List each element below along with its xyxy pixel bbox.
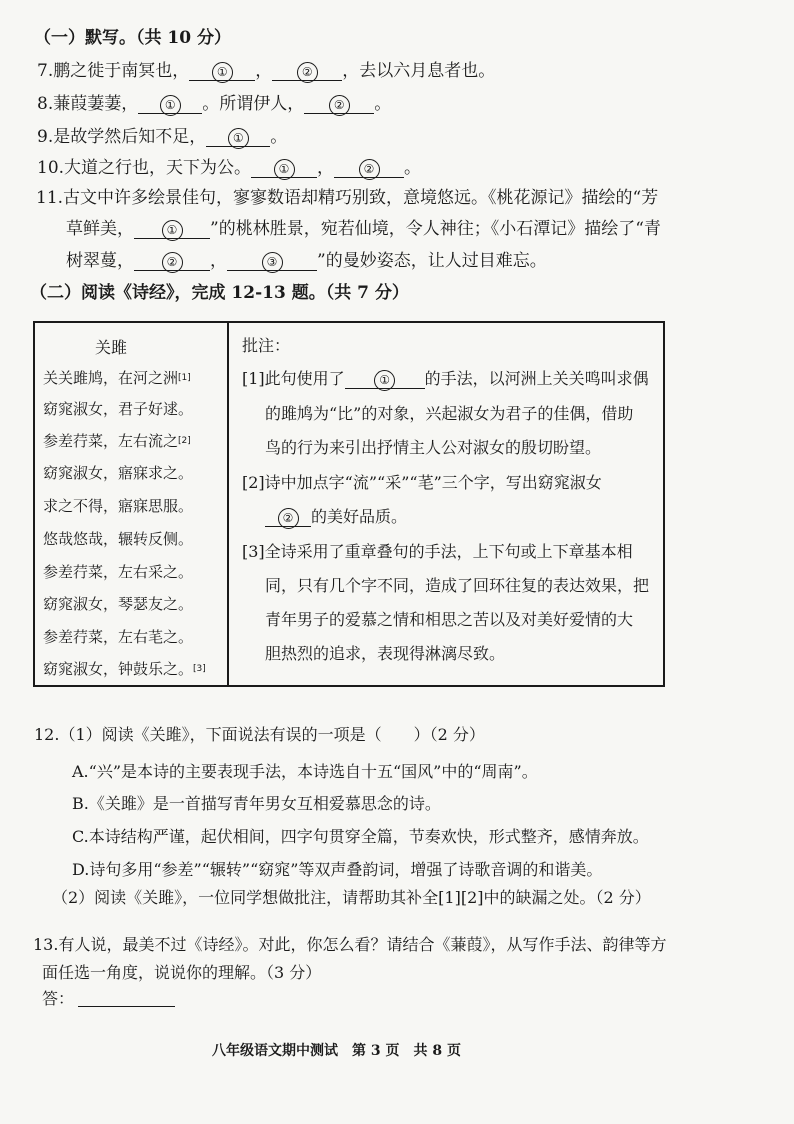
note-2-line2: ② 的美好品质。 — [265, 506, 407, 528]
answer-line[interactable] — [78, 1006, 175, 1007]
question-13-line2: 面任选一角度，说说你的理解。（3 分） — [42, 963, 322, 982]
note-1-line3: 鸟的行为来引出抒情主人公对淑女的殷切盼望。 — [265, 438, 602, 457]
answer-blank[interactable]: ① — [345, 368, 425, 389]
poem-line: 悠哉悠哉，辗转反侧。 — [43, 530, 194, 548]
poem-line: 窈窕淑女，琴瑟友之。 — [43, 595, 194, 613]
answer-label: 答： — [42, 989, 75, 1008]
option-b[interactable]: B.《关雎》是一首描写青年男女互相爱慕思念的诗。 — [72, 794, 441, 813]
question-7: 7.鹏之徙于南冥也， ① ， ② ，去以六月息者也。 — [37, 61, 496, 81]
option-c[interactable]: C.本诗结构严谨，起伏相间，四字句贯穿全篇，节奏欢快，形式整齐，感情奔放。 — [72, 827, 649, 846]
answer-blank[interactable]: ② — [272, 60, 342, 81]
footnote-marker: [3] — [193, 664, 206, 674]
note-3-line4: 胆热烈的追求，表现得淋漓尽致。 — [265, 644, 506, 663]
poem-line: 参差荇菜，左右采之。 — [43, 563, 194, 581]
footnote-marker: [1] — [178, 373, 191, 383]
question-10: 10.大道之行也，天下为公。 ① ， ② 。 — [37, 158, 422, 178]
table-divider — [227, 323, 229, 685]
note-3-line2: 同，只有几个字不同，造成了回环往复的表达效果，把 — [265, 576, 650, 595]
question-9: 9.是故学然后知不足， ① 。 — [37, 127, 288, 147]
notes-label: 批注： — [242, 336, 291, 355]
answer-blank[interactable]: ③ — [227, 250, 317, 271]
answer-blank[interactable]: ① — [134, 218, 210, 239]
answer-blank[interactable]: ② — [334, 157, 404, 178]
note-1-line2: 的雎鸠为“比”的对象，兴起淑女为君子的佳偶，借助 — [265, 404, 634, 423]
poem-line: 求之不得，寤寐思服。 — [43, 497, 194, 515]
poem-line: 关关雎鸠，在河之洲[1] — [43, 369, 191, 387]
poem-annotation-table — [33, 321, 665, 687]
question-11-line2: 草鲜美， ① ”的桃林胜景，宛若仙境，令人神往；《小石潭记》描绘了“青 — [66, 219, 661, 239]
note-1-line1: [1]此句使用了 ① 的手法，以河洲上关关鸣叫求偶 — [242, 368, 649, 390]
note-2-line1: [2]诗中加点字“流”“采”“芼”三个字，写出窈窕淑女 — [242, 473, 602, 492]
answer-blank[interactable]: ② — [304, 93, 374, 114]
question-13-line1: 13.有人说，最美不过《诗经》。对此，你怎么看？请结合《蒹葭》，从写作手法、韵律等方 — [33, 935, 667, 954]
section1-heading: （一）默写。（共 10 分） — [34, 28, 231, 48]
answer-blank[interactable]: ② — [134, 250, 210, 271]
question-12-part2: （2）阅读《关雎》，一位同学想做批注，请帮助其补全[1][2]中的缺漏之处。（2 分） — [52, 888, 651, 907]
poem-line: 窈窕淑女，君子好逑。 — [43, 400, 194, 418]
answer-blank[interactable]: ② — [265, 506, 311, 527]
question-8: 8.蒹葭萋萋， ① 。所谓伊人， ② 。 — [37, 94, 392, 114]
answer-blank[interactable]: ① — [206, 126, 270, 147]
note-3-line1: [3]全诗采用了重章叠句的手法，上下句或上下章基本相 — [242, 542, 633, 561]
poem-line: 参差荇菜，左右芼之。 — [43, 628, 194, 646]
question-12-part1: 12.（1）阅读《关雎》，下面说法有误的一项是（ ）（2 分） — [34, 725, 485, 744]
note-3-line3: 青年男子的爱慕之情和相思之苦以及对美好爱情的大 — [265, 610, 634, 629]
poem-line: 参差荇菜，左右流之[2] — [43, 432, 191, 450]
option-d[interactable]: D.诗句多用“参差”“辗转”“窈窕”等双声叠韵词，增强了诗歌音调的和谐美。 — [72, 860, 603, 879]
page-footer: 八年级语文期中测试 第 3 页 共 8 页 — [212, 1043, 461, 1059]
answer-blank[interactable]: ① — [138, 93, 202, 114]
poem-line: 窈窕淑女，寤寐求之。 — [43, 464, 194, 482]
section2-heading: （二）阅读《诗经》，完成 12-13 题。（共 7 分） — [30, 283, 409, 303]
footnote-marker: [2] — [178, 436, 191, 446]
poem-line: 窈窕淑女，钟鼓乐之。[3] — [43, 660, 206, 678]
question-11-line3: 树翠蔓， ② ， ③ ”的曼妙姿态，让人过目难忘。 — [66, 251, 547, 271]
option-a[interactable]: A.“兴”是本诗的主要表现手法，本诗选自十五“国风”中的“周南”。 — [72, 762, 538, 781]
question-11-line1: 11.古文中许多绘景佳句，寥寥数语却精巧别致，意境悠远。《桃花源记》描绘的“芳 — [36, 188, 659, 208]
answer-blank[interactable]: ① — [189, 60, 255, 81]
answer-blank[interactable]: ① — [251, 157, 317, 178]
poem-title: 关雎 — [95, 338, 128, 357]
